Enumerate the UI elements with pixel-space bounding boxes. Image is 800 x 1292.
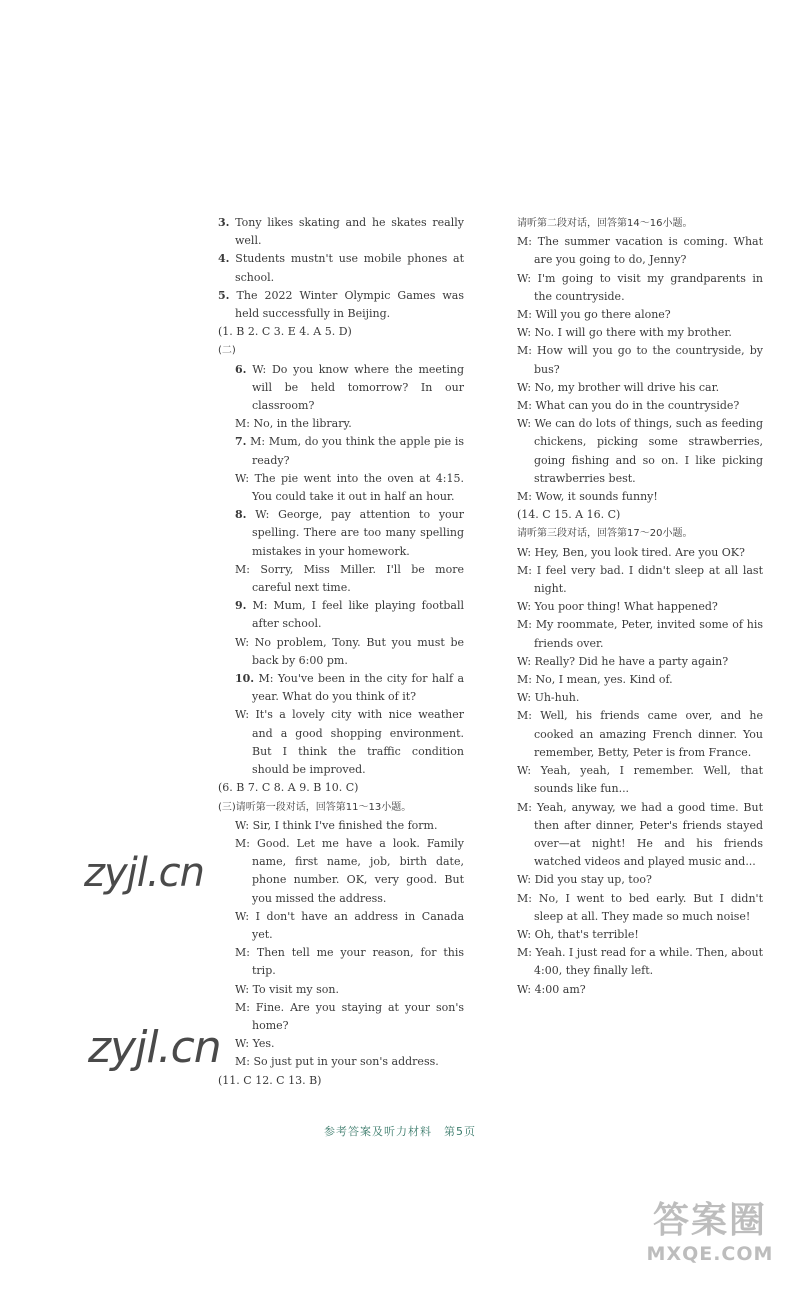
line-0 [218, 214, 464, 250]
speaker-label: W: [235, 708, 250, 722]
speaker-label: W: [517, 545, 532, 559]
speaker-label: M: [517, 946, 532, 960]
line-21 [517, 799, 763, 872]
speaker-label: M: [517, 673, 532, 687]
line-text: (11. C 12. C 13. B) [218, 1073, 322, 1087]
line-text: Sorry, Miss Miller. I'll be more careful next time. [252, 562, 465, 595]
speaker-label: M: [517, 891, 532, 905]
line-text: Will you go there alone? [535, 308, 671, 322]
line-text: Wow, it sounds funny! [535, 490, 658, 504]
line-1 [517, 233, 763, 269]
line-text: To visit my son. [252, 982, 339, 996]
line-23 [218, 1035, 464, 1053]
line-text: (6. B 7. C 8. A 9. B 10. C) [218, 781, 359, 795]
line-text: Do you know where the meeting will be held tomorrow? In our classroom? [252, 362, 464, 413]
speaker-label: M: [235, 836, 250, 850]
line-text: My roommate, Peter, invited some of his friends over. [534, 618, 764, 650]
item-number: 5. [218, 288, 230, 302]
line-6 [218, 415, 464, 433]
line-text: Uh-huh. [534, 691, 580, 705]
line-15 [517, 616, 763, 652]
speaker-label: M: [235, 1055, 250, 1069]
line-text: No, in the library. [253, 417, 352, 431]
speaker-label: W: [517, 271, 532, 285]
line-5 [218, 361, 464, 416]
line-text: The summer vacation is coming. What are you going to do, Jenny? [534, 235, 764, 267]
line-21 [218, 981, 464, 999]
line-text: 请听第二段对话，回答第14～16小题。 [517, 218, 693, 229]
line-text: You poor thing! What happened? [534, 600, 718, 614]
speaker-label: M: [517, 344, 532, 358]
speaker-label: M: [235, 562, 250, 576]
speaker-label: W: [517, 380, 532, 394]
line-13 [517, 562, 763, 598]
line-text: Oh, that's terrible! [534, 927, 639, 941]
line-22 [218, 999, 464, 1035]
item-number: 6. [235, 362, 247, 376]
line-text: I don't have an address in Canada yet. [252, 909, 465, 941]
line-8 [517, 415, 763, 488]
line-text: How will you go to the countryside, by bus? [534, 344, 763, 376]
line-10 [218, 561, 464, 597]
speaker-label: M: [258, 672, 274, 686]
line-22 [517, 871, 763, 889]
line-7 [218, 433, 464, 469]
line-9 [517, 488, 763, 506]
line-10 [517, 506, 763, 524]
line-text: No, my brother will drive his car. [534, 380, 720, 394]
line-13 [218, 670, 464, 706]
line-16 [517, 653, 763, 671]
line-text: Mum, do you think the apple pie is ready? [252, 435, 465, 467]
line-text: You've been in the city for half a year. What do you think of it? [252, 672, 465, 704]
speaker-label: M: [517, 235, 532, 249]
speaker-label: W: [517, 600, 532, 614]
item-number: 4. [218, 252, 230, 266]
speaker-label: M: [517, 563, 532, 577]
page-footer: 参考答案及听力材料 第5页 [324, 1125, 476, 1138]
line-3 [218, 323, 464, 341]
speaker-label: M: [517, 800, 532, 814]
left-column [218, 214, 464, 1090]
line-25 [218, 1072, 464, 1090]
line-text: Good. Let me have a look. Family name, first name, job, birth date, phone number. OK, very good. But you missed the address. [252, 836, 464, 905]
line-text: No problem, Tony. But you must be back by 6:00 pm. [252, 635, 464, 667]
speaker-label: W: [235, 1037, 250, 1051]
item-number: 3. [218, 216, 230, 229]
line-14 [517, 598, 763, 616]
speaker-label: W: [517, 326, 532, 340]
line-20 [218, 944, 464, 980]
speaker-label: M: [235, 946, 250, 960]
line-4 [517, 324, 763, 342]
line-17 [517, 671, 763, 689]
line-text: 4:00 am? [534, 982, 586, 996]
line-text: What can you do in the countryside? [535, 399, 740, 413]
line-text: Students mustn't use mobile phones at school. [235, 252, 465, 284]
line-text: The 2022 Winter Olympic Games was held successfully in Beijing. [235, 288, 465, 321]
line-19 [517, 707, 763, 762]
line-text: Then tell me your reason, for this trip. [252, 946, 464, 978]
line-text: George, pay attention to your spelling. There are too many spelling mistakes in your homework. [252, 508, 465, 558]
speaker-label: M: [517, 308, 532, 322]
line-15 [218, 779, 464, 797]
speaker-label: W: [517, 927, 532, 941]
line-19 [218, 908, 464, 944]
speaker-label: W: [252, 362, 267, 376]
line-2 [218, 287, 464, 323]
line-23 [517, 890, 763, 926]
line-26 [517, 981, 763, 999]
line-5 [517, 342, 763, 378]
line-0 [517, 214, 763, 233]
speaker-label: W: [235, 818, 250, 832]
speaker-label: W: [517, 873, 532, 887]
item-number: 8. [235, 508, 247, 522]
speaker-label: M: [517, 490, 532, 504]
line-text: 请听第三段对话，回答第17～20小题。 [517, 528, 693, 540]
line-text: I feel very bad. I didn't sleep at all last night. [534, 563, 763, 596]
line-9 [218, 506, 464, 561]
line-11 [218, 597, 464, 633]
speaker-label: M: [517, 618, 532, 632]
speaker-label: W: [235, 471, 250, 485]
line-text: Did you stay up, too? [534, 873, 652, 887]
line-11 [517, 524, 763, 543]
speaker-label: M: [517, 709, 532, 723]
speaker-label: W: [235, 982, 250, 996]
line-1 [218, 250, 464, 286]
speaker-label: W: [235, 909, 250, 923]
line-24 [218, 1053, 464, 1071]
line-text: Fine. Are you staying at your son's home? [252, 1000, 465, 1032]
speaker-label: W: [255, 508, 270, 522]
right-column [517, 214, 763, 999]
speaker-label: M: [517, 399, 532, 413]
speaker-label: W: [517, 764, 532, 778]
watermark-logo-url: MXQE.COM [646, 1243, 774, 1265]
watermark-mxqe-logo [630, 1192, 790, 1265]
speaker-label: W: [517, 691, 532, 705]
line-12 [517, 544, 763, 562]
speaker-label: M: [250, 435, 266, 449]
line-text: Hey, Ben, you look tired. Are you OK? [534, 545, 745, 559]
line-text: So just put in your son's address. [253, 1055, 439, 1069]
line-3 [517, 306, 763, 324]
line-7 [517, 397, 763, 415]
speaker-label: W: [517, 417, 532, 431]
line-2 [517, 270, 763, 306]
line-text: (三)请听第一段对话，回答第11～13小题。 [218, 801, 412, 813]
line-6 [517, 379, 763, 397]
line-20 [517, 762, 763, 798]
watermark-zyjl-bottom: zyjl.cn [88, 1022, 221, 1073]
speaker-label: W: [235, 635, 250, 649]
line-text: (1. B 2. C 3. E 4. A 5. D) [218, 325, 352, 339]
watermark-zyjl-top: zyjl.cn [84, 850, 204, 896]
line-text: It's a lovely city with nice weather and a good shopping environment. But I think the traffic condition should be improved. [252, 708, 464, 777]
item-number: 10. [235, 672, 255, 686]
line-text: No, I went to bed early. But I didn't sleep at all. They made so much noise! [534, 891, 763, 923]
line-4 [218, 341, 464, 360]
line-text: Sir, I think I've finished the form. [252, 818, 438, 832]
line-18 [517, 689, 763, 707]
line-text: Tony likes skating and he skates really well. [235, 216, 464, 248]
line-25 [517, 944, 763, 980]
speaker-label: M: [252, 599, 268, 613]
item-number: 7. [235, 435, 247, 449]
watermark-logo-text: 答案圈 [652, 1200, 767, 1241]
line-12 [218, 634, 464, 670]
line-14 [218, 706, 464, 779]
speaker-label: W: [517, 982, 532, 996]
line-text: Yeah, yeah, I remember. Well, that sounds like fun... [534, 764, 763, 796]
speaker-label: M: [235, 417, 250, 431]
line-24 [517, 926, 763, 944]
line-text: We can do lots of things, such as feeding chickens, picking some strawberries, going fishing and so on. I like picking strawberries best. [534, 417, 763, 485]
item-number: 9. [235, 599, 247, 613]
line-17 [218, 817, 464, 835]
line-text: Yeah, anyway, we had a good time. But then after dinner, Peter's friends stayed over—at night! He and his friends watched videos and played music and... [534, 800, 763, 869]
speaker-label: W: [517, 654, 532, 668]
line-text: No, I mean, yes. Kind of. [535, 673, 673, 687]
line-text: I'm going to visit my grandparents in the countryside. [534, 271, 763, 303]
line-text: (14. C 15. A 16. C) [517, 508, 621, 522]
speaker-label: M: [235, 1000, 250, 1014]
line-18 [218, 835, 464, 908]
line-text: (二) [218, 345, 236, 357]
line-text: No. I will go there with my brother. [534, 326, 732, 340]
line-8 [218, 470, 464, 506]
line-text: Yeah. I just read for a while. Then, about 4:00, they finally left. [534, 946, 763, 978]
line-text: Yes. [252, 1037, 275, 1051]
line-text: Well, his friends came over, and he cooked an amazing French dinner. You remember, Betty, Peter is from France. [534, 709, 764, 759]
line-16 [218, 798, 464, 817]
line-text: Mum, I feel like playing football after school. [252, 599, 464, 631]
line-text: The pie went into the oven at 4:15. You could take it out in half an hour. [252, 471, 464, 504]
line-text: Really? Did he have a party again? [534, 654, 729, 668]
